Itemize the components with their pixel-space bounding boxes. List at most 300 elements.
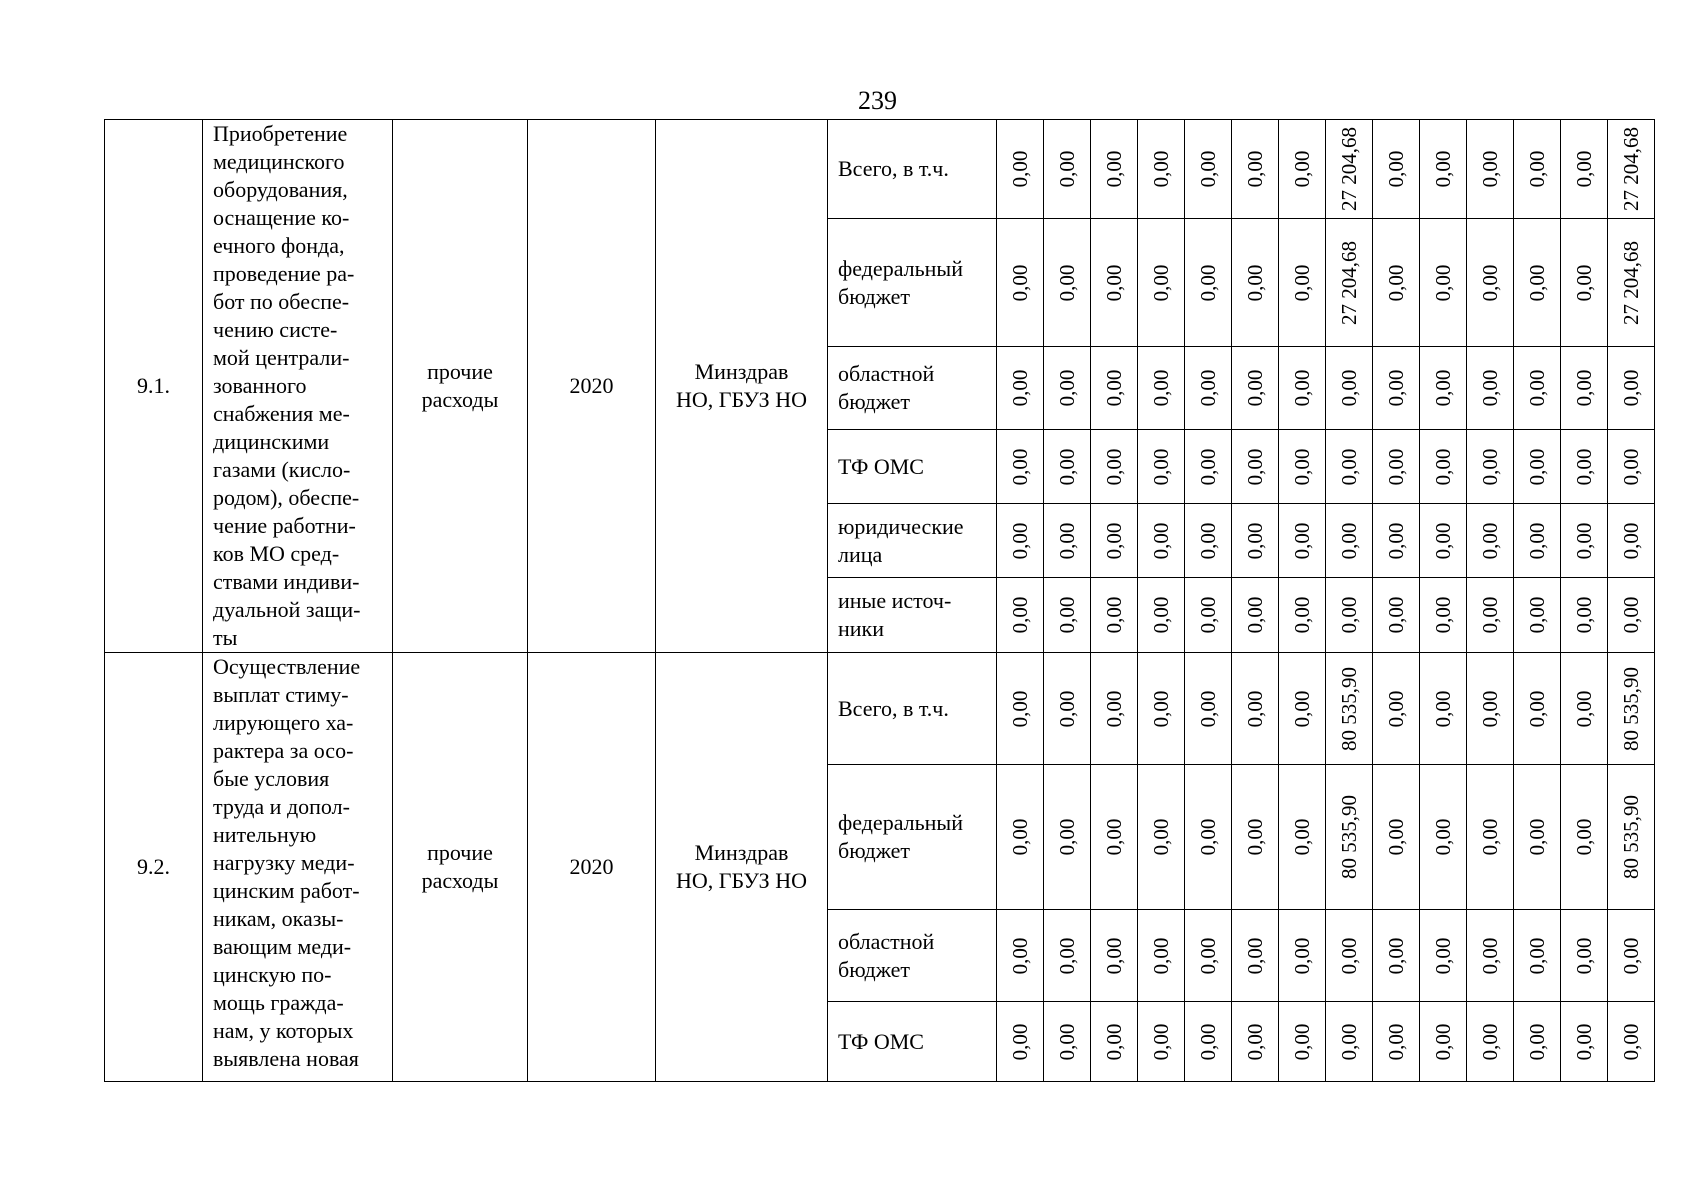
value-cell: [1467, 120, 1514, 219]
value-cell: [1514, 347, 1561, 430]
value-text: 0,00: [1572, 596, 1596, 634]
value-cell: [1232, 1002, 1279, 1082]
funding-source: юридические лица: [828, 504, 997, 578]
value-cell: [1138, 120, 1185, 219]
value-cell: [997, 504, 1044, 578]
value-text: 0,00: [1102, 1023, 1126, 1060]
value-cell: [997, 347, 1044, 430]
funding-source: ТФ ОМС: [828, 1002, 997, 1082]
value-cell: [1044, 504, 1091, 578]
value-cell: [1138, 653, 1185, 765]
value-cell: [1514, 219, 1561, 347]
value-cell: [1279, 1002, 1326, 1082]
value-cell: [1091, 120, 1138, 219]
value-text: 0,00: [1384, 596, 1408, 634]
value-text: 0,00: [1102, 264, 1126, 301]
value-cell: [1467, 219, 1514, 347]
value-text: 0,00: [1384, 522, 1408, 559]
value-cell: [1467, 347, 1514, 430]
value-text: 0,00: [1196, 448, 1220, 485]
value-cell: [1608, 430, 1655, 504]
value-text: 0,00: [1055, 1023, 1079, 1060]
value-text: 0,00: [1290, 448, 1314, 485]
value-cell: [1091, 1002, 1138, 1082]
value-cell: [1608, 347, 1655, 430]
value-text: 0,00: [1243, 448, 1267, 485]
value-text: 0,00: [1525, 937, 1549, 974]
value-text: 0,00: [1572, 448, 1596, 485]
value-text: 0,00: [1478, 937, 1502, 974]
value-text: 0,00: [1008, 522, 1032, 559]
value-cell: [1561, 765, 1608, 910]
value-text: 0,00: [1478, 522, 1502, 559]
value-cell: [1326, 653, 1373, 765]
value-text: 0,00: [1008, 690, 1032, 727]
value-text: 0,00: [1102, 818, 1126, 856]
value-text: 0,00: [1102, 690, 1126, 727]
value-cell: [1608, 1002, 1655, 1082]
value-cell: [1044, 910, 1091, 1002]
value-text: 0,00: [1290, 937, 1314, 974]
value-text: 0,00: [1055, 369, 1079, 407]
value-text: 0,00: [1478, 818, 1502, 856]
value-text: 0,00: [1243, 150, 1267, 188]
value-cell: [1373, 120, 1420, 219]
value-text: 0,00: [1572, 264, 1596, 301]
value-cell: [1185, 430, 1232, 504]
value-text: 0,00: [1478, 596, 1502, 634]
value-text: 0,00: [1572, 369, 1596, 407]
value-text: 0,00: [1384, 264, 1408, 301]
table-row: [105, 120, 1655, 219]
value-cell: [1467, 430, 1514, 504]
value-cell: [1373, 765, 1420, 910]
funding-source: областной бюджет: [828, 910, 997, 1002]
value-cell: [1514, 765, 1561, 910]
value-text: 0,00: [1384, 1023, 1408, 1060]
value-text: 0,00: [1478, 448, 1502, 485]
value-cell: [1608, 910, 1655, 1002]
value-cell: [1467, 504, 1514, 578]
value-text: 0,00: [1008, 818, 1032, 856]
value-text: 0,00: [1384, 448, 1408, 485]
value-text: 0,00: [1290, 522, 1314, 559]
table-body: [105, 120, 1655, 1082]
value-cell: [1420, 1002, 1467, 1082]
value-text: 0,00: [1478, 150, 1502, 188]
value-cell: [1467, 910, 1514, 1002]
value-cell: [1044, 430, 1091, 504]
value-text: 0,00: [1243, 690, 1267, 727]
value-text: 0,00: [1290, 690, 1314, 727]
value-text: 0,00: [1196, 690, 1220, 727]
value-text: 80 535,90: [1619, 666, 1643, 751]
value-text: 0,00: [1525, 596, 1549, 634]
value-cell: [1279, 347, 1326, 430]
expense-type: прочие расходы: [393, 653, 528, 1082]
value-cell: [1232, 504, 1279, 578]
value-text: 0,00: [1243, 1023, 1267, 1060]
value-text: 0,00: [1337, 937, 1361, 974]
funding-source: областной бюджет: [828, 347, 997, 430]
value-text: 0,00: [1525, 369, 1549, 407]
value-cell: [1514, 120, 1561, 219]
value-cell: [1561, 504, 1608, 578]
value-text: 0,00: [1478, 369, 1502, 407]
value-cell: [1138, 347, 1185, 430]
value-text: 0,00: [1337, 522, 1361, 559]
value-cell: [997, 765, 1044, 910]
value-text: 0,00: [1337, 448, 1361, 485]
value-cell: [1279, 504, 1326, 578]
value-cell: [1326, 430, 1373, 504]
value-text: 0,00: [1008, 448, 1032, 485]
value-text: 0,00: [1572, 150, 1596, 188]
value-text: 0,00: [1008, 150, 1032, 188]
value-cell: [1185, 765, 1232, 910]
value-cell: [1185, 910, 1232, 1002]
value-text: 0,00: [1619, 448, 1643, 485]
value-text: 0,00: [1525, 1023, 1549, 1060]
value-text: 0,00: [1431, 937, 1455, 974]
value-cell: [1561, 219, 1608, 347]
value-cell: [1326, 347, 1373, 430]
value-cell: [1514, 1002, 1561, 1082]
value-text: 0,00: [1196, 937, 1220, 974]
value-text: 0,00: [1431, 522, 1455, 559]
funding-source: федеральный бюджет: [828, 219, 997, 347]
value-cell: [1561, 910, 1608, 1002]
value-text: 0,00: [1431, 150, 1455, 188]
value-text: 0,00: [1055, 818, 1079, 856]
value-cell: [1185, 1002, 1232, 1082]
year: 2020: [528, 120, 656, 653]
value-text: 0,00: [1196, 818, 1220, 856]
value-cell: [1608, 219, 1655, 347]
value-cell: [1138, 504, 1185, 578]
value-text: 0,00: [1290, 818, 1314, 856]
value-text: 0,00: [1102, 596, 1126, 634]
value-text: 0,00: [1102, 522, 1126, 559]
value-text: 0,00: [1619, 937, 1643, 974]
value-text: 0,00: [1525, 522, 1549, 559]
funding-source: ТФ ОМС: [828, 430, 997, 504]
value-text: 0,00: [1008, 264, 1032, 301]
value-text: 27 204,68: [1619, 240, 1643, 325]
value-text: 0,00: [1008, 937, 1032, 974]
value-cell: [1232, 120, 1279, 219]
value-cell: [1279, 578, 1326, 653]
value-cell: [1467, 1002, 1514, 1082]
value-text: 0,00: [1102, 150, 1126, 188]
value-cell: [1091, 347, 1138, 430]
value-cell: [1185, 578, 1232, 653]
value-cell: [997, 910, 1044, 1002]
value-text: 0,00: [1384, 818, 1408, 856]
funding-source: иные источ- ники: [828, 578, 997, 653]
value-cell: [1185, 120, 1232, 219]
funding-source: Всего, в т.ч.: [828, 120, 997, 219]
value-text: 0,00: [1055, 690, 1079, 727]
value-text: 80 535,90: [1619, 795, 1643, 879]
value-text: 0,00: [1055, 264, 1079, 301]
value-cell: [1279, 765, 1326, 910]
value-text: 0,00: [1384, 690, 1408, 727]
value-text: 0,00: [1290, 369, 1314, 407]
value-cell: [1561, 120, 1608, 219]
value-text: 0,00: [1619, 522, 1643, 559]
value-cell: [997, 1002, 1044, 1082]
value-text: 0,00: [1196, 369, 1220, 407]
value-cell: [1232, 430, 1279, 504]
value-cell: [1232, 765, 1279, 910]
value-cell: [1138, 765, 1185, 910]
value-text: 0,00: [1619, 596, 1643, 634]
value-cell: [1326, 504, 1373, 578]
value-cell: [997, 430, 1044, 504]
value-cell: [1091, 765, 1138, 910]
value-text: 0,00: [1290, 264, 1314, 301]
value-cell: [1044, 219, 1091, 347]
value-cell: [1420, 219, 1467, 347]
value-text: 0,00: [1384, 369, 1408, 407]
value-text: 0,00: [1149, 369, 1173, 407]
value-text: 0,00: [1431, 596, 1455, 634]
value-cell: [1514, 504, 1561, 578]
value-cell: [1561, 578, 1608, 653]
value-cell: [997, 120, 1044, 219]
value-cell: [1467, 578, 1514, 653]
value-cell: [1091, 578, 1138, 653]
measure-name: Осуществление выплат стиму- лирующего ха- рактера за осо- бые условия труда и допол- нительную нагрузку меди- цинским работ- никам, оказы- вающим меди- цинскую по- мощь гражда- нам, у которых выявлена новая: [203, 653, 393, 1082]
value-text: 0,00: [1337, 1023, 1361, 1060]
value-cell: [1044, 653, 1091, 765]
value-text: 0,00: [1196, 596, 1220, 634]
value-cell: [1091, 653, 1138, 765]
value-cell: [1232, 219, 1279, 347]
value-cell: [1514, 653, 1561, 765]
value-text: 0,00: [1337, 369, 1361, 407]
value-cell: [1326, 1002, 1373, 1082]
value-cell: [1608, 653, 1655, 765]
page-number: 239: [858, 86, 897, 115]
value-cell: [1138, 219, 1185, 347]
value-text: 0,00: [1243, 522, 1267, 559]
value-text: 0,00: [1525, 264, 1549, 301]
value-text: 80 535,90: [1337, 666, 1361, 751]
value-text: 27 204,68: [1337, 240, 1361, 325]
value-text: 0,00: [1290, 150, 1314, 188]
value-cell: [1561, 430, 1608, 504]
value-text: 0,00: [1149, 448, 1173, 485]
value-text: 0,00: [1243, 937, 1267, 974]
value-text: 0,00: [1431, 369, 1455, 407]
value-cell: [1561, 347, 1608, 430]
value-text: 0,00: [1149, 1023, 1173, 1060]
value-text: 0,00: [1149, 150, 1173, 188]
value-cell: [1091, 910, 1138, 1002]
value-text: 0,00: [1478, 690, 1502, 727]
value-cell: [1561, 1002, 1608, 1082]
value-cell: [1044, 120, 1091, 219]
value-text: 27 204,68: [1619, 127, 1643, 211]
value-cell: [1232, 578, 1279, 653]
value-text: 0,00: [1055, 448, 1079, 485]
value-cell: [1420, 347, 1467, 430]
value-text: 0,00: [1149, 596, 1173, 634]
value-text: 0,00: [1055, 596, 1079, 634]
value-text: 0,00: [1384, 937, 1408, 974]
value-cell: [1373, 910, 1420, 1002]
value-cell: [1420, 504, 1467, 578]
value-text: 0,00: [1384, 150, 1408, 188]
value-cell: [1373, 1002, 1420, 1082]
value-cell: [1608, 765, 1655, 910]
value-text: 0,00: [1243, 818, 1267, 856]
value-cell: [1608, 578, 1655, 653]
value-text: 0,00: [1243, 369, 1267, 407]
value-text: 0,00: [1008, 369, 1032, 407]
value-text: 0,00: [1525, 448, 1549, 485]
value-cell: [1467, 653, 1514, 765]
value-text: 0,00: [1008, 596, 1032, 634]
value-cell: [997, 578, 1044, 653]
value-cell: [1279, 430, 1326, 504]
value-cell: [1091, 430, 1138, 504]
value-text: 0,00: [1196, 1023, 1220, 1060]
value-cell: [1373, 347, 1420, 430]
value-cell: [1514, 910, 1561, 1002]
value-cell: [1420, 430, 1467, 504]
value-cell: [1185, 653, 1232, 765]
value-cell: [1232, 347, 1279, 430]
value-cell: [997, 653, 1044, 765]
value-text: 0,00: [1525, 818, 1549, 856]
value-cell: [997, 219, 1044, 347]
value-text: 0,00: [1055, 522, 1079, 559]
funding-source: Всего, в т.ч.: [828, 653, 997, 765]
value-cell: [1420, 578, 1467, 653]
value-cell: [1326, 578, 1373, 653]
value-cell: [1373, 578, 1420, 653]
value-cell: [1232, 910, 1279, 1002]
value-text: 0,00: [1102, 937, 1126, 974]
budget-table: [104, 119, 1655, 1082]
value-cell: [1326, 765, 1373, 910]
value-cell: [1138, 578, 1185, 653]
year: 2020: [528, 653, 656, 1082]
value-cell: [1138, 430, 1185, 504]
value-cell: [1091, 219, 1138, 347]
value-text: 0,00: [1572, 690, 1596, 727]
value-text: 0,00: [1525, 690, 1549, 727]
value-cell: [1044, 347, 1091, 430]
value-text: 0,00: [1102, 369, 1126, 407]
value-cell: [1232, 653, 1279, 765]
value-text: 0,00: [1619, 1023, 1643, 1060]
value-cell: [1467, 765, 1514, 910]
value-cell: [1326, 219, 1373, 347]
value-text: 0,00: [1196, 150, 1220, 188]
value-cell: [1138, 1002, 1185, 1082]
value-text: 0,00: [1337, 596, 1361, 634]
expense-type: прочие расходы: [393, 120, 528, 653]
value-text: 80 535,90: [1337, 795, 1361, 879]
value-text: 0,00: [1196, 264, 1220, 301]
value-cell: [1091, 504, 1138, 578]
value-text: 0,00: [1431, 448, 1455, 485]
value-text: 0,00: [1290, 596, 1314, 634]
value-text: 0,00: [1572, 1023, 1596, 1060]
value-text: 0,00: [1243, 264, 1267, 301]
funding-source: федеральный бюджет: [828, 765, 997, 910]
measure-number: 9.2.: [105, 653, 203, 1082]
value-text: 0,00: [1055, 150, 1079, 188]
value-text: 0,00: [1055, 937, 1079, 974]
value-text: 0,00: [1149, 818, 1173, 856]
value-cell: [1279, 910, 1326, 1002]
value-text: 0,00: [1478, 1023, 1502, 1060]
value-cell: [1185, 504, 1232, 578]
value-cell: [1420, 653, 1467, 765]
value-text: 27 204,68: [1337, 127, 1361, 211]
value-cell: [1608, 120, 1655, 219]
value-text: 0,00: [1572, 818, 1596, 856]
value-cell: [1420, 765, 1467, 910]
value-cell: [1561, 653, 1608, 765]
value-cell: [1044, 578, 1091, 653]
value-text: 0,00: [1008, 1023, 1032, 1060]
executor: Минздрав НО, ГБУЗ НО: [656, 653, 828, 1082]
value-cell: [1373, 430, 1420, 504]
value-text: 0,00: [1572, 522, 1596, 559]
value-cell: [1279, 120, 1326, 219]
value-text: 0,00: [1149, 937, 1173, 974]
value-cell: [1044, 1002, 1091, 1082]
value-text: 0,00: [1102, 448, 1126, 485]
value-text: 0,00: [1478, 264, 1502, 301]
value-text: 0,00: [1431, 818, 1455, 856]
value-cell: [1514, 578, 1561, 653]
value-cell: [1185, 347, 1232, 430]
value-text: 0,00: [1431, 264, 1455, 301]
value-text: 0,00: [1431, 690, 1455, 727]
value-text: 0,00: [1431, 1023, 1455, 1060]
value-cell: [1420, 910, 1467, 1002]
value-cell: [1420, 120, 1467, 219]
value-cell: [1326, 120, 1373, 219]
value-text: 0,00: [1149, 522, 1173, 559]
measure-number: 9.1.: [105, 120, 203, 653]
value-cell: [1279, 653, 1326, 765]
value-text: 0,00: [1619, 369, 1643, 407]
value-text: 0,00: [1149, 264, 1173, 301]
value-text: 0,00: [1290, 1023, 1314, 1060]
value-cell: [1044, 765, 1091, 910]
value-cell: [1373, 504, 1420, 578]
table-row: [105, 653, 1655, 765]
measure-name: Приобретение медицинского оборудования, оснащение ко- ечного фонда, проведение ра- бот по обеспе- чению систе- мой централи- зованного снабжения ме- дицинскими газами (кисло- родом), обеспе- чение работни- ков МО сред- ствами индиви- дуальной защи- ты: [203, 120, 393, 653]
value-text: 0,00: [1572, 937, 1596, 974]
value-text: 0,00: [1196, 522, 1220, 559]
value-cell: [1373, 219, 1420, 347]
value-text: 0,00: [1149, 690, 1173, 727]
value-cell: [1514, 430, 1561, 504]
value-text: 0,00: [1243, 596, 1267, 634]
value-cell: [1279, 219, 1326, 347]
value-cell: [1185, 219, 1232, 347]
value-cell: [1608, 504, 1655, 578]
